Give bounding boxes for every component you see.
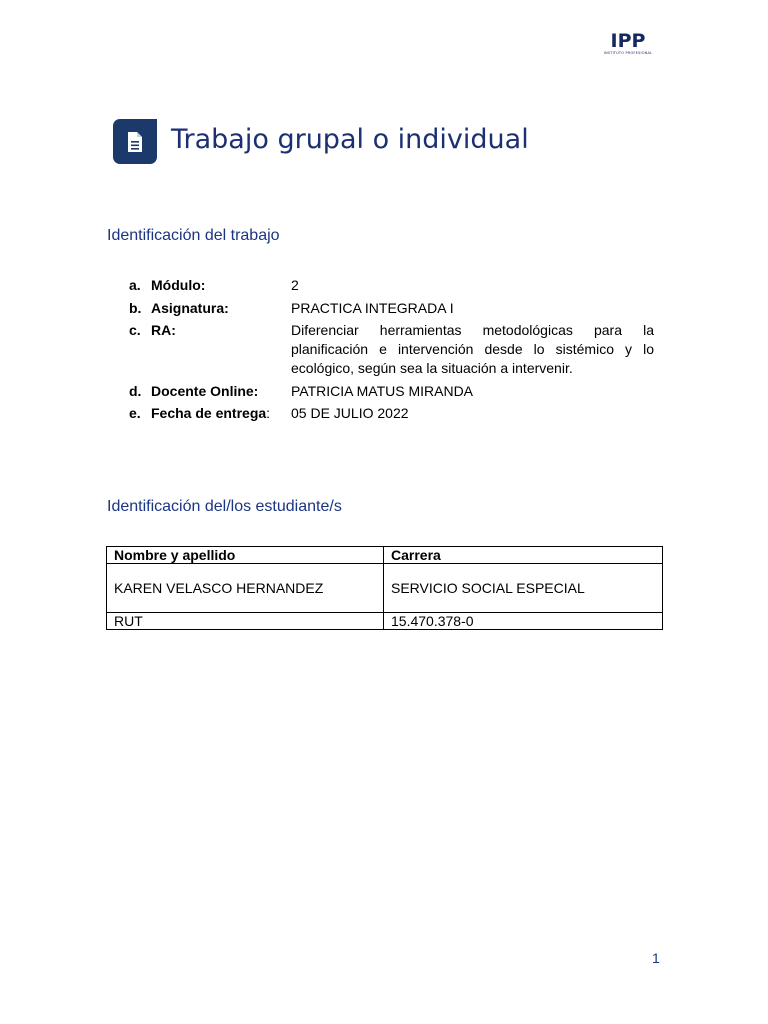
- document-icon: [113, 119, 157, 164]
- detail-label: [151, 404, 270, 423]
- list-letter: d.: [129, 382, 142, 399]
- detail-label-colon: :: [266, 405, 271, 421]
- table-header-name: Nombre y apellido: [107, 547, 384, 564]
- logo-wordmark: IPP: [610, 30, 646, 52]
- detail-label-text: RA:: [151, 322, 176, 338]
- table-header-row: [107, 547, 663, 564]
- detail-label: [151, 299, 229, 318]
- list-letter: b.: [129, 299, 142, 316]
- table-cell: RUT: [107, 613, 384, 630]
- detail-fecha-entrega: [129, 404, 654, 423]
- detail-label-text: Módulo:: [151, 277, 206, 293]
- students-table: [106, 546, 663, 630]
- ipp-logo: [603, 31, 653, 61]
- detail-value: Diferenciar herramientas metodológicas para la planificación e intervención desde lo sistémico y lo ecológico, según sea la situación a intervenir.: [291, 322, 654, 376]
- table-row: [107, 613, 663, 630]
- logo-tagline: INSTITUTO PROFESIONAL: [603, 51, 653, 55]
- detail-ra: [129, 321, 654, 378]
- list-letter: a.: [129, 277, 141, 293]
- student-identification-heading: Identificación del/los estudiante/s: [107, 498, 342, 515]
- page-number: 1: [652, 950, 660, 966]
- detail-label: [151, 382, 258, 401]
- detail-value: 2: [291, 277, 299, 293]
- detail-modulo: [129, 276, 654, 295]
- table-header-career: Carrera: [384, 547, 663, 564]
- page-title: Trabajo grupal o individual: [171, 124, 529, 155]
- detail-value: 05 DE JULIO 2022: [291, 405, 409, 421]
- table-cell: KAREN VELASCO HERNANDEZ: [107, 564, 384, 613]
- detail-label-text: Docente Online:: [151, 382, 259, 399]
- detail-label-text: Fecha de entrega: [151, 405, 267, 421]
- detail-asignatura: [129, 299, 654, 318]
- work-identification-heading: Identificación del trabajo: [107, 227, 280, 244]
- list-letter: c.: [129, 322, 141, 338]
- detail-label-text: Asignatura:: [151, 299, 229, 316]
- table-cell: 15.470.378-0: [384, 613, 663, 630]
- detail-value: PATRICIA MATUS MIRANDA: [291, 382, 474, 399]
- detail-label: [151, 321, 176, 340]
- table-row: [107, 564, 663, 613]
- table-cell: SERVICIO SOCIAL ESPECIAL: [384, 564, 663, 613]
- detail-value: PRACTICA INTEGRADA I: [291, 299, 454, 316]
- work-details-list: [129, 276, 654, 427]
- list-letter: e.: [129, 405, 141, 421]
- detail-docente: [129, 382, 654, 401]
- detail-label: [151, 276, 205, 295]
